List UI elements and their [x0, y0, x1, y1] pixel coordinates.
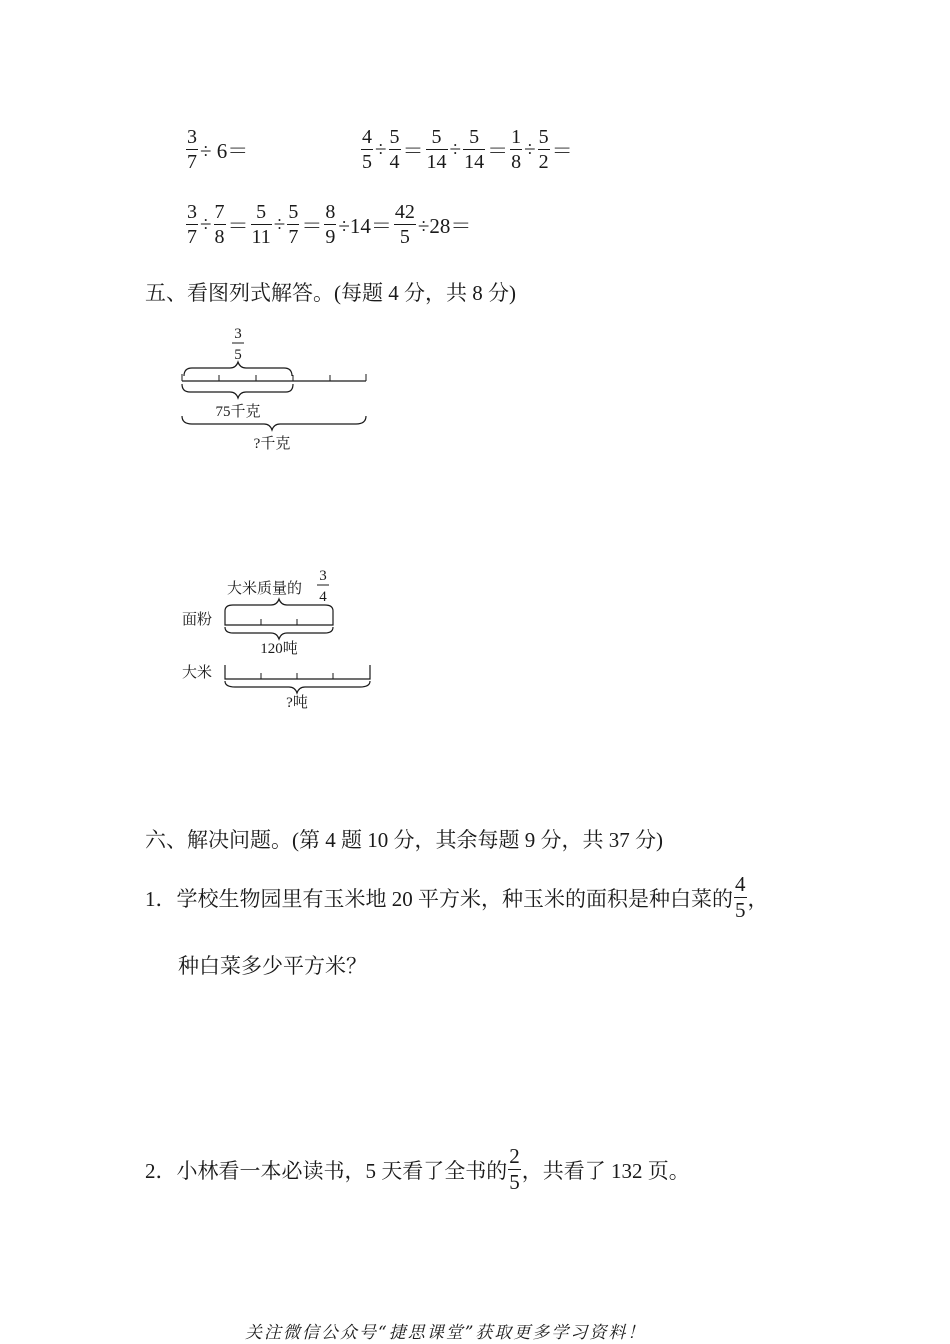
diagram1-fraction-num: 3	[234, 326, 242, 342]
question-2-fraction	[508, 1146, 521, 1193]
operator: ÷	[449, 137, 462, 161]
fraction-denominator: 4	[389, 151, 400, 173]
diagram2-rice-ticks	[261, 673, 333, 679]
fraction-denominator: 11	[251, 226, 271, 248]
question-1-line2: 种白菜多少平方米？	[178, 954, 367, 978]
fraction-numerator: 3	[187, 126, 197, 148]
fraction	[186, 202, 198, 247]
operator: ÷	[273, 212, 286, 236]
operator: ÷28＝	[417, 213, 472, 238]
question-1-fraction-num: 4	[735, 872, 746, 896]
operator: ÷	[200, 212, 212, 236]
fraction-denominator: 5	[362, 151, 372, 173]
operator: ＝	[227, 213, 249, 238]
operator: ＝	[551, 138, 573, 163]
question-1-fraction	[734, 874, 747, 921]
fraction-numerator: 3	[187, 201, 197, 223]
question-1	[145, 874, 769, 921]
question-2-fraction-den: 5	[509, 1170, 520, 1194]
fraction	[214, 202, 226, 247]
fraction	[287, 202, 299, 247]
footer-note: 关注微信公众号“捷思课堂”获取更多学习资料！	[245, 1323, 647, 1343]
diagram2-fraction-den: 4	[319, 589, 327, 605]
calc-row1-left	[185, 127, 249, 172]
diagram2	[175, 565, 395, 715]
fraction-denominator: 7	[187, 151, 197, 173]
section5-title: 五、看图列式解答。(每题 4 分，共 8 分)	[145, 281, 516, 305]
diagram1-total-brace	[182, 416, 366, 430]
fraction	[324, 202, 336, 247]
question-2	[145, 1146, 690, 1193]
diagram2-top-brace	[225, 599, 333, 611]
fraction-denominator: 8	[511, 151, 522, 173]
fraction-denominator: 7	[187, 226, 197, 248]
fraction-numerator: 7	[214, 201, 225, 223]
diagram2-flour-value: 120吨	[260, 641, 298, 657]
diagram1	[170, 318, 390, 458]
calc-row2	[185, 202, 472, 247]
diagram2-flour-bar	[225, 611, 333, 625]
operator: ÷	[524, 137, 536, 161]
fraction	[361, 127, 373, 172]
question-1-text: 1．学校生物园里有玉米地 20 平方米，种玉米的面积是种白菜的	[145, 886, 733, 911]
diagram1-total-label: ?千克	[253, 436, 291, 452]
diagram2-top-label: 大米质量的	[227, 581, 303, 597]
diagram2-flour-label: 面粉	[182, 612, 213, 628]
fraction-numerator: 5	[389, 126, 400, 148]
question-2-text: 2．小林看一本必读书，5 天看了全书的	[145, 1158, 508, 1183]
diagram1-ticks	[182, 374, 366, 381]
diagram1-fraction-den: 5	[234, 347, 242, 363]
calc-row1-right	[360, 127, 574, 172]
fraction-numerator: 5	[431, 126, 442, 148]
fraction	[251, 202, 272, 247]
fraction-numerator: 1	[511, 126, 522, 148]
question-2-suffix: ，共看了 132 页。	[521, 1158, 690, 1183]
operator: ÷14＝	[338, 213, 392, 238]
question-2-fraction-num: 2	[509, 1144, 520, 1168]
operator: ÷ 6＝	[200, 138, 249, 163]
fraction-numerator: 5	[538, 126, 549, 148]
fraction	[394, 202, 416, 247]
diagram1-known-label: 75千克	[215, 404, 261, 420]
fraction	[426, 127, 448, 172]
operator: ＝	[301, 213, 323, 238]
diagram2-flour-ticks	[261, 619, 297, 625]
fraction-numerator: 42	[394, 201, 415, 223]
diagram2-flour-brace	[225, 627, 333, 639]
fraction-denominator: 9	[325, 226, 336, 248]
diagram2-rice-label: 大米	[182, 665, 213, 681]
diagram1-known-brace	[182, 384, 293, 398]
diagram1-top-brace	[184, 362, 292, 376]
diagram2-rice-value: ?吨	[286, 695, 308, 711]
fraction-denominator: 14	[426, 151, 447, 173]
fraction	[389, 127, 401, 172]
diagram2-rice-brace	[225, 681, 370, 693]
fraction-denominator: 5	[399, 226, 410, 248]
fraction-denominator: 2	[538, 151, 549, 173]
fraction	[510, 127, 522, 172]
question-1-suffix: ，	[747, 886, 769, 911]
fraction-numerator: 5	[288, 201, 299, 223]
fraction	[538, 127, 550, 172]
fraction-denominator: 7	[288, 226, 299, 248]
section6-title: 六、解决问题。(第 4 题 10 分，其余每题 9 分，共 37 分)	[145, 828, 663, 852]
fraction-denominator: 14	[464, 151, 485, 173]
fraction-numerator: 4	[362, 126, 372, 148]
fraction-numerator: 5	[469, 126, 480, 148]
operator: ＝	[402, 138, 424, 163]
fraction	[186, 127, 198, 172]
operator: ＝	[487, 138, 509, 163]
fraction-denominator: 8	[214, 226, 225, 248]
diagram2-fraction-num: 3	[319, 568, 327, 584]
fraction	[463, 127, 485, 172]
operator: ÷	[375, 137, 387, 161]
fraction-numerator: 8	[325, 201, 336, 223]
fraction-numerator: 5	[256, 201, 267, 223]
question-1-fraction-den: 5	[735, 898, 746, 922]
